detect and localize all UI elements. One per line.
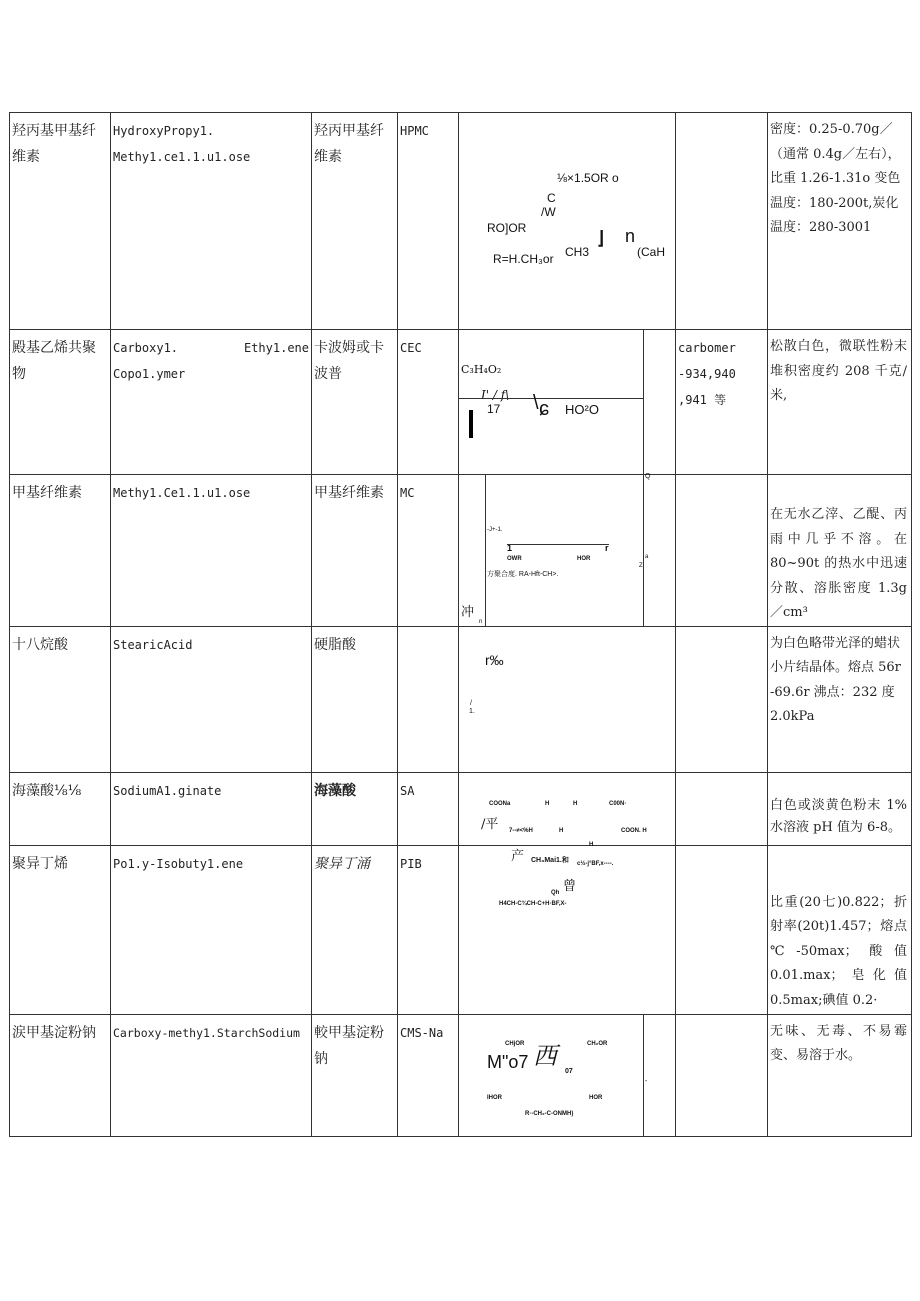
english-name: Methy1.Ce1.1.u1.ose [111,475,312,627]
formula-text: IHOR [487,1094,502,1101]
table-row [10,845,912,1014]
chinese-name: 殿基乙烯共聚物 [10,330,111,475]
chinese-name: 羟丙基甲基纤维素 [10,113,111,330]
formula-text: H [545,800,550,807]
table-row [10,113,912,330]
english-name: Po1.y-Isobuty1.ene [111,845,312,1014]
formula-text: ⅛×1.5OR o [557,171,619,185]
abbreviation: CMS-Na [398,1014,459,1136]
divider [507,544,609,545]
formula-text: OWR [507,556,522,562]
properties: 白色或淡黄色粉末 1%水溶液 pH 值为 6-8。 [768,772,912,845]
formula-text: Qh [551,889,560,896]
formula-text: r [605,543,609,553]
formula-text: M"o7 [487,1051,529,1072]
abbreviation: MC [398,475,459,627]
formula-text: 7--≠<%H [509,827,533,834]
formula-text: 07 [565,1067,573,1075]
formula-text: COONa [489,800,511,807]
properties: 松散白色，微联性粉末堆积密度约 208 千克/米, [768,330,912,475]
formula-text: /平 [481,816,499,832]
structure-formula [459,772,676,848]
structure-formula [459,113,676,330]
alias-name: 硬脂酸 [312,626,398,772]
formula-text: R=H.CH₃or [493,252,554,266]
chinese-name: 海藻酸⅛⅛ [10,772,111,845]
properties: 无味、无毒、不易霉变、易溶于水。 [768,1014,912,1136]
formula-text: C [547,191,556,205]
alias-name: 海藻酸 [312,772,398,845]
formula-text: Q [645,473,651,480]
grade [676,113,768,330]
bracket-mark: ɕ [539,398,549,420]
formula-text: 冲 [461,605,475,620]
formula-text: HOR [577,556,591,562]
formula-text: a [645,554,649,560]
grade [676,845,768,1014]
properties: 在无水乙滓、乙醍、丙雨中几乎不溶。在80~90t 的热水中迅速分散、溶胀密度 1.3g／cm³ [768,475,912,627]
formula-text: 1. [469,707,475,715]
english-name: SodiumA1.ginate [111,772,312,845]
formula-text: R·-CH₂-C-ONMH) [525,1110,574,1117]
formula-text: COON. H [621,827,647,834]
formula-text: C₃H₄O₂ [461,363,502,376]
formula-text: (CaH [637,245,666,259]
formula-text: -J+-1. [487,527,503,533]
table-row [10,330,912,475]
formula-text: 曾 [563,878,577,894]
formula-text: HO²O [565,402,599,417]
formula-text: H [559,827,564,834]
structure-formula [459,626,676,772]
formula-text: CH3 [565,245,590,259]
grade [676,772,768,845]
excipient-table [9,112,912,1137]
abbreviation: CEC [398,330,459,475]
formula-text: / [470,699,472,707]
grade [676,626,768,772]
grade: carbomer -934,940 ,941 等 [676,330,768,475]
formula-text: I' / f\ [481,388,510,402]
abbreviation: HPMC [398,113,459,330]
structure-formula [459,845,676,1014]
formula-text: H [573,800,578,807]
formula-text: CH₂OR [587,1040,608,1047]
bracket-mark [469,410,473,438]
grade [676,475,768,627]
abbreviation: PIB [398,845,459,1014]
bracket-mark: ⌋ [597,228,605,248]
formula-text: 产 [511,848,525,864]
english-name: Carboxy-methy1.StarchSodium [111,1014,312,1136]
chinese-name: 甲基纤维素 [10,475,111,627]
chinese-name: 聚异丁烯 [10,845,111,1014]
divider [643,330,644,474]
formula-text: H [589,841,594,848]
alias-name: 羟丙甲基纤维素 [312,113,398,330]
formula-text: n [479,619,483,625]
alias-name: 甲基纤维素 [312,475,398,627]
abbreviation: SA [398,772,459,845]
formula-text: c½-j°BF,x----. [577,860,614,867]
english-name: Carboxy1. Ethy1.ene Copo1.ymer [111,330,312,475]
english-name: StearicAcid [111,626,312,772]
grade [676,1014,768,1136]
table-row [10,772,912,845]
formula-text: r‰ [485,651,504,668]
properties: 密度：0.25-0.70g／（通常 0.4g／左右），比重 1.26-1.31o 变色温度：180-200t,炭化温度：280-3001 [768,113,912,330]
table-row [10,626,912,772]
formula-text: H4CH-C¾CH-C+H·BF,X- [499,900,567,907]
properties: 为白色略带光泽的蜡状小片结晶体。熔点 56r -69.6r 沸点：232 度 2.0kPa [768,626,912,772]
formula-text: CHjOR [505,1040,525,1047]
formula-text: HOR [589,1094,603,1101]
english-name: HydroxyPropy1. Methy1.ce1.1.u1.ose [111,113,312,330]
bracket-mark: \ [533,392,539,414]
formula-text: 西 [533,1041,557,1070]
formula-text: 方聚合度. RA-Hft-CH>. [487,571,559,578]
structure-formula [459,330,676,480]
alias-name: 卡波姆或卡波普 [312,330,398,475]
formula-text: n [625,226,636,246]
structure-formula [459,1014,676,1136]
abbreviation [398,626,459,772]
alias-name: 聚异丁涌 [312,845,398,1014]
table-row [10,475,912,627]
table-row [10,1014,912,1136]
structure-formula [459,475,676,627]
formula-text: 17 [487,402,501,416]
formula-text: CH₃Mai1.和 [531,856,569,864]
formula-text: - [645,1077,648,1085]
divider [643,475,644,626]
chinese-name: 涙甲基淀粉钠 [10,1014,111,1136]
alias-name: 較甲基淀粉钠 [312,1014,398,1136]
formula-text: RO]OR [487,221,527,235]
formula-text: C00N· [609,800,627,807]
properties: 比重(20七)0.822；折射率(20t)1.457；熔点 ℃-50max；酸值 0.01.max；皂化值 0.5max;碘值 0.2· [768,845,912,1014]
divider [485,475,486,626]
formula-text: Z [639,563,643,569]
formula-text: /W [541,205,556,219]
divider [643,1015,644,1136]
chinese-name: 十八烷酸 [10,626,111,772]
formula-text: 1 [507,543,513,553]
